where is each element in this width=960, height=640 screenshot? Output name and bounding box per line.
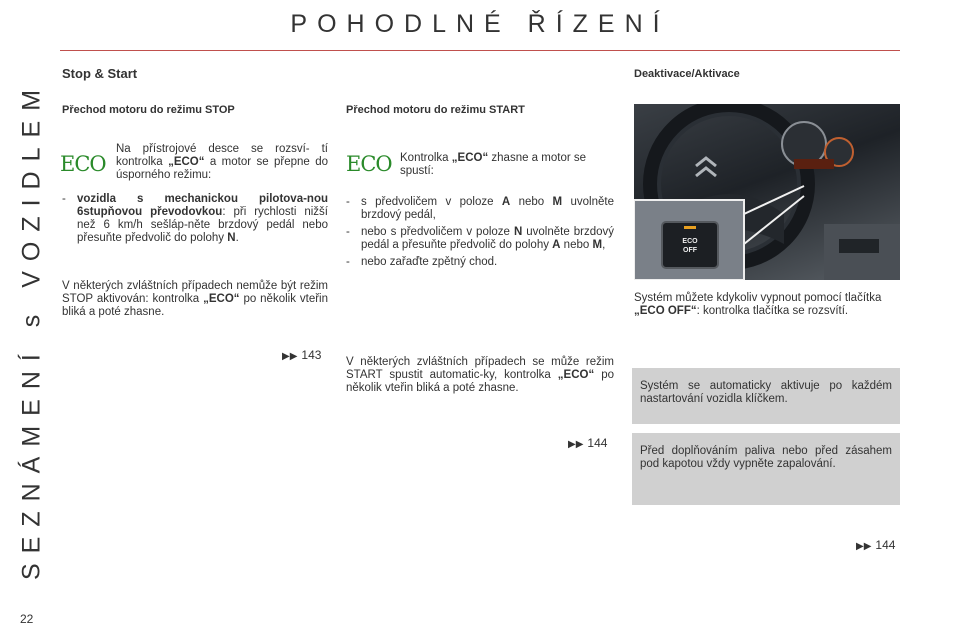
page-ref-arrow-icon: ▶▶ bbox=[568, 439, 584, 450]
start-subtitle: Přechod motoru do režimu START bbox=[346, 104, 525, 116]
deactivation-text: Systém můžete kdykoliv vypnout pomocí tlačítka „ECO OFF“: kontrolka tlačítka se rozsvítí. bbox=[634, 292, 882, 317]
page-title: POHODLNÉ ŘÍZENÍ bbox=[290, 10, 670, 38]
info-box-activation: Systém se automaticky aktivuje po každém nastartování vozidla klíčkem. bbox=[632, 368, 900, 424]
info-box-warning: Před doplňováním paliva nebo před zásahem pod kapotou vždy vypněte zapalování. bbox=[632, 433, 900, 505]
title-rule bbox=[60, 50, 900, 51]
page-number: 22 bbox=[20, 612, 34, 626]
stop-bullet bbox=[62, 193, 328, 247]
stop-intro: Na přístrojové desce se rozsví- tí kontrolka „ECO“ a motor se přepne do úsporného režimu: bbox=[116, 143, 328, 181]
start-note: V některých zvláštních případech se může režim START spustit automatic-ky, kontrolka „ECO“ po několik vteřin bliká a poté zhasne. bbox=[346, 356, 614, 394]
page-ref-143[interactable]: ▶▶ 143 bbox=[282, 348, 322, 362]
dashboard-photo bbox=[634, 104, 900, 280]
start-bullets bbox=[346, 196, 614, 271]
page-ref-arrow-icon: ▶▶ bbox=[282, 351, 298, 362]
stop-subtitle: Přechod motoru do režimu STOP bbox=[62, 104, 235, 116]
section-title: Stop & Start bbox=[62, 66, 138, 81]
deactivation-subtitle: Deaktivace/Aktivace bbox=[634, 68, 740, 80]
page-ref-arrow-icon: ▶▶ bbox=[856, 541, 872, 552]
eco-indicator-icon: ECO bbox=[60, 152, 106, 176]
page-ref-144[interactable]: ▶▶ 144 bbox=[856, 538, 896, 552]
eco-indicator-icon: ECO bbox=[346, 152, 392, 176]
list-item: - nebo zařaďte zpětný chod. bbox=[346, 256, 498, 268]
stop-note: V některých zvláštních případech nemůže být režim STOP aktivován: kontrolka „ECO“ po několik vteřin bliká a poté zhasne. bbox=[62, 280, 329, 318]
start-intro: Kontrolka „ECO“ zhasne a motor se spustí: bbox=[400, 152, 587, 177]
list-item: - vozidla s mechanickou pilotova-nou 6stupňovou převodovkou: při rychlosti nižší než 6 km/h sešláp-něte brzdový pedál nebo přesuňte předvolič do polohy N. bbox=[62, 193, 328, 244]
side-label: SEZNÁMENÍ s VOZIDLEM bbox=[17, 79, 46, 581]
page-ref-144[interactable]: ▶▶ 144 bbox=[568, 436, 608, 450]
list-item: - nebo s předvoličem v poloze N uvolněte brzdový pedál a přesuňte předvolič do polohy A nebo M, bbox=[346, 226, 614, 251]
eco-off-button: ECO OFF bbox=[682, 238, 698, 254]
list-item: - s předvoličem v poloze A nebo M uvolněte brzdový pedál, bbox=[346, 196, 614, 221]
